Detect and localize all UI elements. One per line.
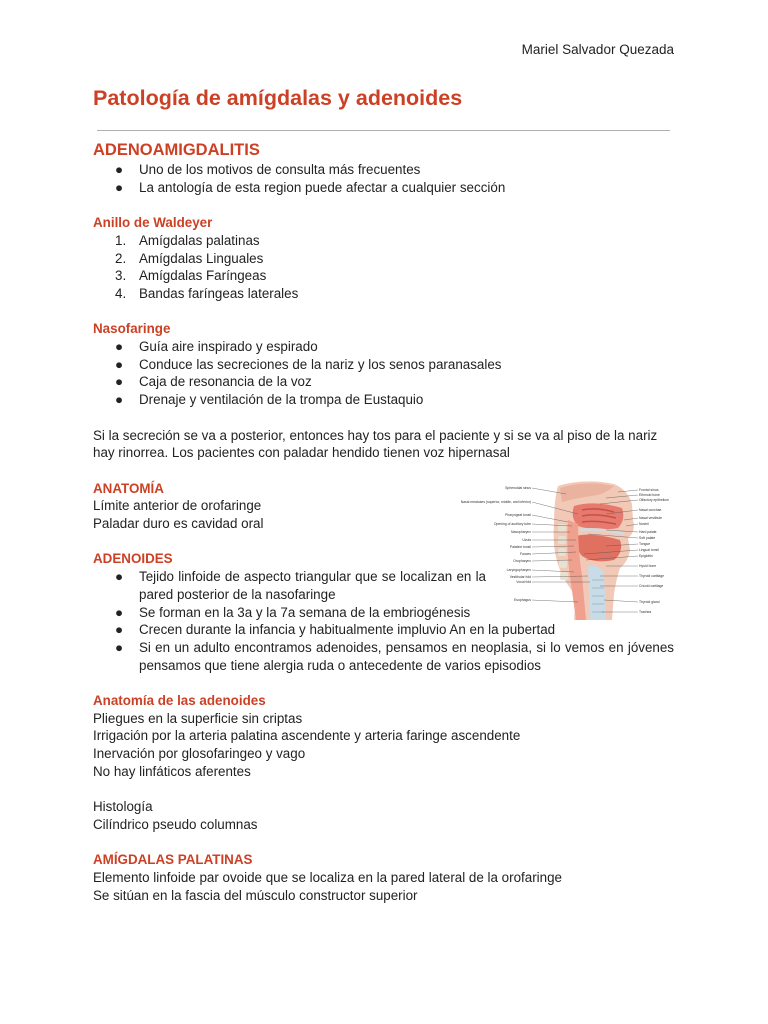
heading-adenoides: ADENOIDES (93, 551, 173, 567)
title-divider (97, 130, 670, 131)
bullet-icon: ● (115, 622, 124, 638)
adenoamigdalitis-list (93, 161, 674, 196)
list-item: ● Se forman en la 3a y la 7a semana de la embriogénesis (115, 604, 471, 620)
figure-label: Nasal meatuses (superior, middle, and inferior) (460, 500, 531, 504)
figure-label: Fauces (519, 552, 531, 556)
figure-label: Vestibular fold (509, 575, 531, 579)
figure-label: Frontal sinus (639, 488, 659, 492)
figure-label: Opening of auditory tube (493, 522, 531, 526)
figure-label: Thyroid gland (639, 600, 660, 604)
list-item: 2. Amígdalas Linguales (115, 250, 264, 266)
heading-waldeyer: Anillo de Waldeyer (93, 215, 213, 231)
list-item: 3. Amígdalas Faríngeas (115, 268, 267, 284)
figure-label: Nasopharynx (511, 530, 531, 534)
figure-label: Sphenoidal sinus (505, 486, 531, 490)
list-item: 4. Bandas faríngeas laterales (115, 285, 299, 301)
text-line: Histología (93, 799, 153, 815)
list-item: 1. Amígdalas palatinas (115, 232, 260, 248)
list-item: ● Drenaje y ventilación de la trompa de Eustaquio (115, 392, 424, 408)
figure-label: Hard palate (639, 530, 657, 534)
figure-label: Olfactory epithelium (639, 498, 669, 502)
text-line: Irrigación por la arteria palatina ascendente y arteria faringe ascendente (93, 728, 521, 744)
heading-anatomia-adenoides: Anatomía de las adenoides (93, 693, 266, 708)
figure-label: Nasal vestibule (639, 516, 662, 520)
bullet-icon: ● (115, 162, 124, 177)
paragraph-secrecion: Si la secreción se va a posterior, entonces hay tos para el paciente y si se va al piso de la nariz hay rinorrea. Los pacientes con paladar hendido tienen voz hipernasal (93, 427, 658, 461)
figure-label: Soft palate (639, 536, 656, 540)
heading-nasofaringe: Nasofaringe (93, 321, 171, 337)
bullet-icon: ● (115, 356, 124, 372)
list-item: ● Si en un adulto encontramos adenoides, pensamos en neoplasia, si lo vemos en jóvenes pensamos que tiene alergia ruda o antecedente de varios episodios (115, 639, 674, 673)
figure-label: Esophagus (514, 598, 531, 602)
anatomia-line: Paladar duro es cavidad oral (93, 516, 264, 531)
bullet-icon: ● (115, 179, 124, 195)
page-title: Patología de amígdalas y adenoides (93, 86, 463, 110)
nasofaringe-list (93, 338, 674, 409)
bullet-icon: ● (115, 639, 124, 655)
figure-label: Tongue (639, 542, 651, 546)
author-name: Mariel Salvador Quezada (521, 42, 674, 57)
figure-label: Cricoid cartilage (639, 584, 664, 588)
figure-label: Nasal conchae (639, 508, 662, 512)
list-item: ● Tejido linfoide de aspecto triangular que se localizan en la pared posterior de la nasofaringe (115, 569, 486, 602)
pharynx-anatomy-figure (460, 480, 674, 620)
figure-label: Thyroid cartilage (639, 574, 665, 578)
heading-anatomia: ANATOMÍA (93, 480, 164, 496)
list-item: ● Crecen durante la infancia y habitualmente impluvio An en la pubertad (115, 622, 556, 638)
text-line: Inervación por glosofaringeo y vago (93, 746, 306, 762)
list-item: ● Caja de resonancia de la voz (115, 374, 312, 390)
bullet-icon: ● (115, 604, 124, 620)
text-line: Elemento linfoide par ovoide que se localiza en la pared lateral de la orofaringe (93, 870, 562, 885)
figure-label: Oropharynx (513, 559, 531, 563)
bullet-icon: ● (115, 569, 124, 585)
figure-label: Trachea (639, 610, 652, 614)
anatomia-line: Límite anterior de orofaringe (93, 498, 262, 514)
list-item: ● Conduce las secreciones de la nariz y los senos paranasales (115, 356, 502, 372)
bullet-icon: ● (115, 374, 124, 390)
figure-label: Pharyngeal tonsil (504, 513, 531, 517)
figure-label: Epiglottis (639, 554, 653, 558)
figure-label: Nostril (639, 522, 649, 526)
text-line: No hay linfáticos aferentes (93, 763, 251, 779)
bullet-icon: ● (115, 392, 124, 408)
text-line: Pliegues en la superficie sin criptas (93, 710, 303, 726)
figure-label: Laryngopharynx (506, 568, 531, 572)
figure-label: Vocal fold (516, 580, 531, 584)
list-item: ● Guía aire inspirado y espirado (115, 339, 318, 354)
text-line: Se sitúan en la fascia del músculo constructor superior (93, 887, 418, 903)
heading-adenoamigdalitis: ADENOAMIGDALITIS (93, 141, 260, 159)
list-item: ● La antología de esta region puede afectar a cualquier sección (115, 179, 506, 195)
figure-label: Uvula (522, 538, 531, 542)
figure-label: Lingual tonsil (639, 548, 659, 552)
waldeyer-list (93, 232, 674, 303)
figure-label: Palatine tonsil (509, 545, 531, 549)
figure-label: Hyoid bone (639, 564, 657, 568)
bullet-icon: ● (115, 339, 124, 354)
heading-amigdalas-palatinas: AMÍGDALAS PALATINAS (93, 852, 253, 868)
figure-label: Ethmoid bone (639, 493, 660, 497)
text-line: Cilíndrico pseudo columnas (93, 816, 258, 832)
list-item: ● Uno de los motivos de consulta más frecuentes (115, 162, 421, 177)
